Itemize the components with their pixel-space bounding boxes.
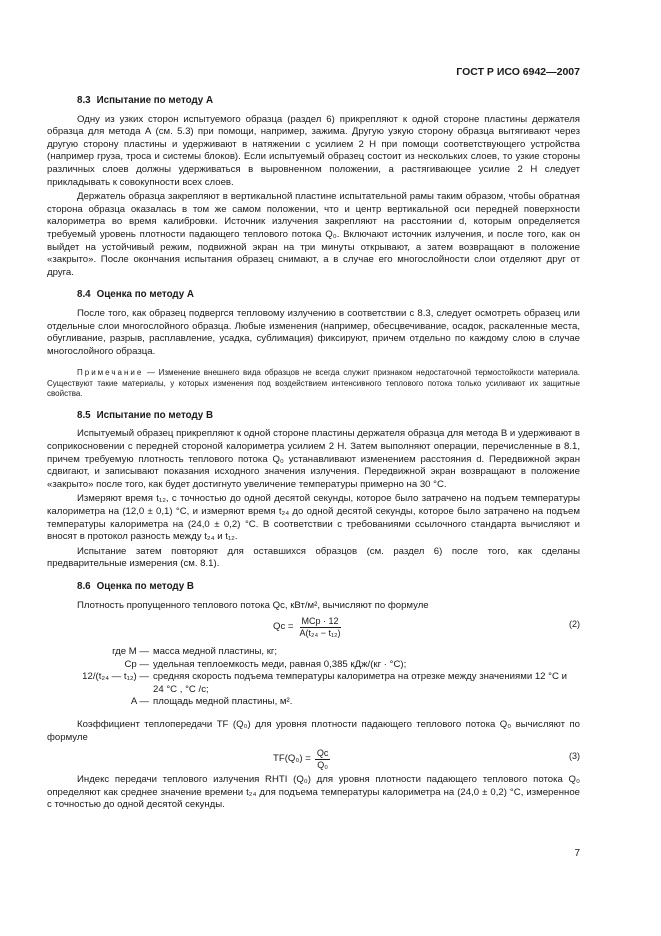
- formula-fraction: [298, 616, 343, 639]
- formula-lhs: TF(Q₀) =: [273, 753, 311, 765]
- definition-symbol: 12/(t₂₄ — t₁₂) —: [82, 671, 149, 683]
- note-text: — Изменение внешнего вида образцов не всегда служит признаком недостаточной термостойкости материала. Существуют такие материалы, у которых изменения под воздействием интенсивного теплового потока только усиливают их защитные свойства.: [47, 368, 580, 399]
- fraction-numerator: Qc: [316, 748, 329, 759]
- definition-text: масса медной пластины, кг;: [153, 646, 278, 658]
- paragraph: Держатель образца закрепляют в вертикальной пластине испытательной рамы таким образом, чтобы обратная сторона образца оказалась в том же самом положении, что и центр вертикальной оси передней поверхности калориметра во время калибровки. Источник излучения закрепляют на расстоянии d, которым определяется требуемый уровень плотности падающего теплового потока Q₀. Включают источник излучения, и после того, как он выйдет на устойчивый режим, подвижной экран на три минуты открывают, а затем возвращают в положение «закрыто». После окончания испытания образец снимают, а в случае его многослойности слои отделяют друг от друга.: [47, 191, 580, 278]
- page-number: 7: [574, 848, 580, 859]
- paragraph: После того, как образец подвергся тепловому излучению в соответствии с 8.3, следует осмотреть образец или отдельные слои многослойного образца. Любые изменения (например, обесцвечивание, осадок, раскаленные места, обугливание, разрыв, расплавление, усадка, сублимация) фиксируют, причем отдельно по каждому слою в случае многослойного образца.: [47, 307, 580, 357]
- section-heading: [77, 95, 580, 108]
- formula-number: (3): [569, 751, 580, 762]
- definition-row: [47, 671, 580, 696]
- formula-fraction: [315, 748, 331, 771]
- section-title: Испытание по методу В: [96, 409, 214, 421]
- fraction-numerator: MCp · 12: [301, 616, 339, 627]
- section-number: 8.3: [77, 95, 91, 106]
- fraction-denominator: A(t₂₄ − t₁₂): [299, 628, 341, 639]
- paragraph: Испытание затем повторяют для оставшихся образцов (см. раздел 6) после того, как сделаны предварительные измерения (см. 8.1).: [47, 545, 580, 570]
- section-number: 8.6: [77, 580, 91, 592]
- definition-text: площадь медной пластины, м².: [153, 696, 293, 708]
- section-8-4: [47, 289, 580, 358]
- section-number: 8.4: [77, 289, 91, 301]
- definition-text: удельная теплоемкость меди, равная 0,385 кДж/(кг · °С);: [153, 658, 407, 670]
- section-8-3: [47, 95, 580, 279]
- paragraph: Индекс передачи теплового излучения RHTI (Q₀) для уровня плотности падающего теплового потока Q₀ определяют как среднее значение времени t₂₄ для подъема температуры калориметра на (24,0 ± 0,2) °С, измеренное с точностью до одной десятой секунды.: [47, 774, 580, 811]
- section-title: Оценка по методу А: [96, 289, 195, 301]
- section-heading: [77, 289, 580, 302]
- definition-text: средняя скорость подъема температуры калориметра на отрезке между значениями 12 °С и 24 °С , °С /с;: [153, 671, 567, 695]
- formula-3: [47, 744, 580, 774]
- fraction-denominator: Q₀: [317, 760, 328, 771]
- section-8-6: [47, 581, 580, 812]
- note-label: Примечание: [77, 368, 144, 378]
- section-8-5: [47, 410, 580, 571]
- formula-lhs: Qc =: [273, 621, 294, 633]
- section-number: 8.5: [77, 409, 91, 421]
- paragraph: Испытуемый образец прикрепляют к одной стороне пластины держателя образца для метода В и удерживают в соприкосновении с передней стороной калориметра усилием 2 Н. Затем выполняют операции, перечисленные в 8.1, причем требуемую плотность теплового потока Q₀ устанавливают изменением расстояния d. Передвижной экран сдвигают, и записывают показания исходного значения излучения. Передвижной экран возвращают в положение «закрыто» после того, как будет достигнуто увеличение температуры примерно на 30 °С.: [47, 428, 580, 490]
- definition-row: [47, 696, 580, 709]
- definition-symbol: A —: [130, 696, 149, 708]
- standard-header: ГОСТ Р ИСО 6942—2007: [456, 66, 580, 78]
- definition-symbol: Cp —: [124, 658, 149, 670]
- definition-row: [47, 646, 580, 659]
- document-body: [47, 95, 580, 812]
- symbol-definitions: [47, 646, 580, 709]
- definition-row: [47, 659, 580, 672]
- paragraph: Одну из узких сторон испытуемого образца (раздел 6) прикрепляют к одной стороне пластины держателя образца для метода А (см. 5.3) при помощи, например, зажима. Другую узкую сторону образца вытягивают через другую сторону пластины и удерживают в натяжении с усилием 2 Н при помощи соответствующего устройства (например груза, троса и системы блоков). Если испытуемый образец состоит из нескольких слоев, то узкие стороны различных слоев должны удерживаться в выровненном положении, а растягивающее усилие 2 Н следует прикладывать к совокупности всех слоев.: [47, 113, 580, 188]
- formula-2: [47, 612, 580, 642]
- paragraph: Измеряют время t₁₂, с точностью до одной десятой секунды, которое было затрачено на подъем температуры калориметра на (12,0 ± 0,1) °С, и измеряют время t₂₄ до одной десятой секунды, которое было затрачено на подъем температуры калориметра на (24,0 ± 0,2) °С. В соответствии с требованиями ссылочного стандарта вычисляют и вносят в протокол разность между t₂₄ и t₁₂.: [47, 493, 580, 543]
- definition-symbol: где M —: [112, 646, 149, 658]
- section-heading: [77, 581, 580, 594]
- section-title: Оценка по методу В: [96, 580, 195, 592]
- section-title: Испытание по методу А: [96, 95, 214, 106]
- formula-number: (2): [569, 619, 580, 630]
- paragraph: Плотность пропущенного теплового потока Qс, кВт/м², вычисляют по формуле: [77, 599, 429, 611]
- note: [47, 368, 580, 400]
- section-heading: [77, 410, 580, 423]
- paragraph: Коэффициент теплопередачи TF (Q₀) для уровня плотности падающего теплового потока Q₀ вычисляют по формуле: [47, 719, 580, 743]
